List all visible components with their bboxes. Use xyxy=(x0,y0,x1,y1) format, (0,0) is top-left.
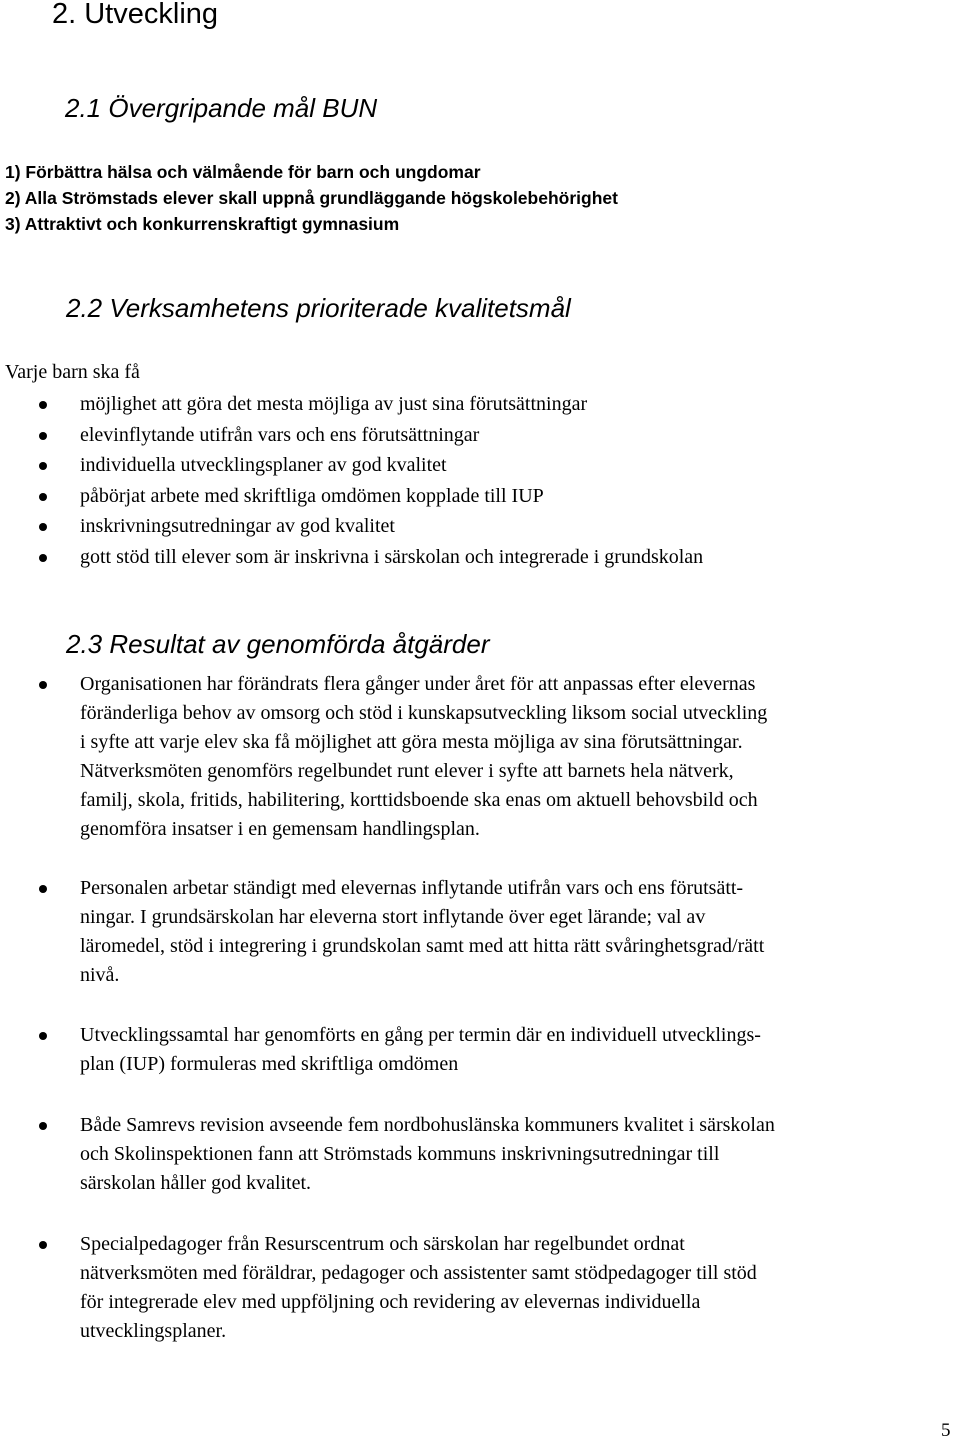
paragraph-line: Nätverksmöten genomförs regelbundet runt elever i syfte att barnets hela nätverk, xyxy=(80,760,734,782)
result-paragraph xyxy=(80,1230,757,1346)
bullet-icon xyxy=(39,1241,47,1249)
bullet-icon xyxy=(39,432,47,440)
paragraph-line: nätverksmöten med föräldrar, pedagoger och assistenter samt stödpedagoger till stöd xyxy=(80,1262,757,1284)
bullet-icon xyxy=(39,493,47,501)
result-paragraph xyxy=(80,1111,775,1198)
paragraph-line: Specialpedagoger från Resurscentrum och särskolan har regelbundet ordnat xyxy=(80,1233,685,1255)
paragraph-line: och Skolinspektionen fann att Strömstads kommuns inskrivningsutredningar till xyxy=(80,1143,720,1165)
page-number: 5 xyxy=(941,1420,951,1441)
bullet-icon xyxy=(39,885,47,893)
paragraph-line: föränderliga behov av omsorg och stöd i kunskapsutveckling liksom social utveckling xyxy=(80,702,768,724)
paragraph-line: utvecklingsplaner. xyxy=(80,1320,227,1342)
bullet-icon xyxy=(39,401,47,409)
quality-goal-item: påbörjat arbete med skriftliga omdömen kopplade till IUP xyxy=(80,485,544,507)
bullet-icon xyxy=(39,1032,47,1040)
page-heading: 2. Utveckling xyxy=(52,0,219,30)
quality-goal-item: inskrivningsutredningar av god kvalitet xyxy=(80,515,395,537)
section-2-1-title: 2.1 Övergripande mål BUN xyxy=(65,93,378,123)
section-2-3-title: 2.3 Resultat av genomförda åtgärder xyxy=(66,629,490,659)
paragraph-line: plan (IUP) formuleras med skriftliga omdömen xyxy=(80,1053,459,1075)
section-2-2-title: 2.2 Verksamhetens prioriterade kvalitetsmål xyxy=(66,293,571,323)
bullet-icon xyxy=(39,681,47,689)
paragraph-line: Både Samrevs revision avseende fem nordbohuslänska kommuners kvalitet i särskolan xyxy=(80,1114,775,1136)
goal-item: 3) Attraktivt och konkurrenskraftigt gymnasium xyxy=(5,214,400,234)
goal-item: 1) Förbättra hälsa och välmående för barn och ungdomar xyxy=(5,162,481,182)
paragraph-line: nivå. xyxy=(80,964,120,986)
bullet-icon xyxy=(39,462,47,470)
bullet-icon xyxy=(39,554,47,562)
quality-goal-item: möjlighet att göra det mesta möjliga av just sina förutsättningar xyxy=(80,393,588,415)
bullet-icon xyxy=(39,523,47,531)
paragraph-line: Personalen arbetar ständigt med elevernas inflytande utifrån vars och ens förutsätt- xyxy=(80,877,744,899)
paragraph-line: Utvecklingssamtal har genomförts en gång per termin där en individuell utvecklings- xyxy=(80,1024,761,1046)
paragraph-line: läromedel, stöd i integrering i grundskolan samt med att hitta rätt svåringhetsgrad/rätt xyxy=(80,935,765,957)
paragraph-line: särskolan håller god kvalitet. xyxy=(80,1172,312,1194)
quality-goal-item: elevinflytande utifrån vars och ens förutsättningar xyxy=(80,424,480,446)
result-paragraph xyxy=(80,1021,761,1079)
paragraph-line: i syfte att varje elev ska få möjlighet att göra mesta möjliga av sina förutsättningar. xyxy=(80,731,743,753)
paragraph-line: genomföra insatser i en gemensam handlingsplan. xyxy=(80,818,480,840)
paragraph-line: familj, skola, fritids, habilitering, korttidsboende ska enas om aktuell behovsbild och xyxy=(80,789,758,811)
section-2-2-intro: Varje barn ska få xyxy=(5,361,140,383)
result-paragraph xyxy=(80,874,764,990)
quality-goal-item: individuella utvecklingsplaner av god kvalitet xyxy=(80,454,447,476)
paragraph-line: ningar. I grundsärskolan har eleverna stort inflytande över eget lärande; val av xyxy=(80,906,706,928)
result-paragraph xyxy=(80,670,767,844)
paragraph-line: Organisationen har förändrats flera gånger under året för att anpassas efter elevernas xyxy=(80,673,756,695)
bullet-icon xyxy=(39,1122,47,1130)
goal-item: 2) Alla Strömstads elever skall uppnå grundläggande högskolebehörighet xyxy=(5,188,618,208)
quality-goal-item: gott stöd till elever som är inskrivna i särskolan och integrerade i grundskolan xyxy=(80,546,704,568)
paragraph-line: för integrerade elev med uppföljning och revidering av elevernas individuella xyxy=(80,1291,701,1313)
